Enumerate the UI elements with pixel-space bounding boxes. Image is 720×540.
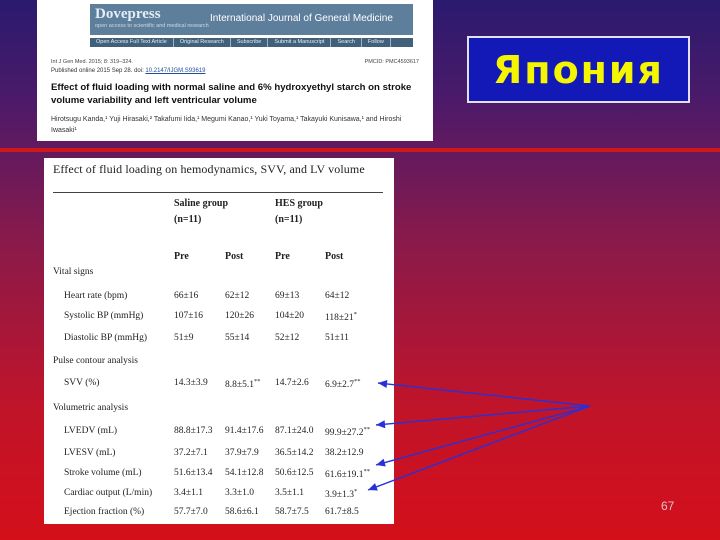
arrow-to-cardiac-output-head xyxy=(368,483,378,490)
published-text: Published online 2015 Sep 28. doi: xyxy=(51,68,144,74)
row-label: Stroke volume (mL) xyxy=(64,468,142,478)
dovepress-logo: Dovepress xyxy=(95,6,161,22)
row-label: Cardiac output (L/min) xyxy=(64,488,153,498)
pmcid-line: PMCID: PMC4593617 xyxy=(364,59,419,65)
significance-mark: * xyxy=(353,488,358,495)
cell-value: 55±14 xyxy=(225,333,250,343)
cell-value: 14.7±2.6 xyxy=(275,378,309,388)
country-label: Япония xyxy=(493,47,664,92)
cell-value: 118±21 xyxy=(325,313,354,323)
citation-line: Int J Gen Med. 2015; 8: 319–324. xyxy=(51,59,133,65)
subheader-post: Post xyxy=(225,251,244,262)
row-label: Ejection fraction (%) xyxy=(64,507,145,517)
subheader-post: Post xyxy=(325,251,344,262)
group-n: (n=11) xyxy=(275,214,303,225)
section-label: Vital signs xyxy=(53,267,94,277)
cell-value: 57.7±7.0 xyxy=(174,507,208,517)
cell-value: 58.7±7.5 xyxy=(275,507,309,517)
cell-value: 91.4±17.6 xyxy=(225,426,264,436)
significance-mark: ** xyxy=(353,378,361,385)
cell-value: 66±16 xyxy=(174,291,199,301)
logo-tagline: open access to scientific and medical research xyxy=(95,23,209,29)
doi-link[interactable]: 10.2147/IJGM.S93619 xyxy=(145,68,206,74)
row-label: SVV (%) xyxy=(64,378,100,388)
table-caption: Effect of fluid loading on hemodynamics, SVV, and LV volume xyxy=(53,162,365,176)
row-label: LVESV (mL) xyxy=(64,448,116,458)
cell-value: 107±16 xyxy=(174,311,203,321)
cell-value: 38.2±12.9 xyxy=(325,448,364,458)
cell-value: 14.3±3.9 xyxy=(174,378,208,388)
cell-value: 88.8±17.3 xyxy=(174,426,213,436)
nav-item-follow[interactable]: Follow xyxy=(362,38,391,47)
cell-value: 37.9±7.9 xyxy=(225,448,259,458)
cell-value: 62±12 xyxy=(225,291,250,301)
nav-item-submit-manuscript[interactable]: Submit a Manuscript xyxy=(268,38,331,47)
group-name: Saline group xyxy=(174,198,228,209)
group-name: HES group xyxy=(275,198,323,209)
significance-mark: * xyxy=(353,311,357,318)
nav-item-subscribe[interactable]: Subscribe xyxy=(231,38,268,47)
cell-value: 64±12 xyxy=(325,291,350,301)
row-label: Systolic BP (mmHg) xyxy=(64,311,144,321)
cell-value: 87.1±24.0 xyxy=(275,426,314,436)
significance-mark: ** xyxy=(363,468,370,475)
row-label: LVEDV (mL) xyxy=(64,426,118,436)
cell-value: 69±13 xyxy=(275,291,300,301)
cell-value: 3.3±1.0 xyxy=(225,488,254,498)
significance-mark: ** xyxy=(253,378,261,385)
significance-mark: ** xyxy=(363,426,370,433)
section-label: Pulse contour analysis xyxy=(53,356,138,366)
subheader-pre: Pre xyxy=(174,251,189,262)
cell-value: 99.9±27.2 xyxy=(325,428,364,438)
nav-item-open-access[interactable]: Open Access Full Text Article xyxy=(90,38,174,47)
journal-title: International Journal of General Medicine xyxy=(210,13,393,24)
cell-value: 8.8±5.1 xyxy=(225,380,254,390)
cell-value: 3.5±1.1 xyxy=(275,488,304,498)
slide-page-number: 67 xyxy=(661,499,675,513)
cell-value: 54.1±12.8 xyxy=(225,468,264,478)
arrow-to-svv-head xyxy=(378,380,387,388)
nav-item-search[interactable]: Search xyxy=(331,38,361,47)
cell-value: 3.4±1.1 xyxy=(174,488,203,498)
cell-value: 51±11 xyxy=(325,333,349,343)
cell-value: 50.6±12.5 xyxy=(275,468,314,478)
subheader-pre: Pre xyxy=(275,251,290,262)
cell-value: 36.5±14.2 xyxy=(275,448,314,458)
cell-value: 61.7±8.5 xyxy=(325,507,359,517)
cell-value: 3.9±1.3 xyxy=(325,490,354,500)
cell-value: 61.6±19.1 xyxy=(325,470,364,480)
cell-value: 51.6±13.4 xyxy=(174,468,213,478)
article-authors: Hirotsugu Kanda,¹ Yuji Hirasaki,² Takafumi Iida,¹ Megumi Kanao,¹ Yuki Toyama,¹ Takayuki Kunisawa,¹ and Hiroshi Iwasaki¹ xyxy=(51,116,402,134)
cell-value: 51±9 xyxy=(174,333,194,343)
arrow-to-cardiac-output-line xyxy=(368,406,590,490)
article-title: Effect of fluid loading with normal saline and 6% hydroxyethyl starch on stroke volume variability and left ventricular volume xyxy=(51,82,412,106)
row-label: Heart rate (bpm) xyxy=(64,291,128,301)
cell-value: 58.6±6.1 xyxy=(225,507,259,517)
group-n: (n=11) xyxy=(174,214,202,225)
cell-value: 52±12 xyxy=(275,333,300,343)
row-label: Diastolic BP (mmHg) xyxy=(64,333,148,343)
arrow-to-svv-line xyxy=(378,383,590,406)
cell-value: 120±26 xyxy=(225,311,254,321)
cell-value: 6.9±2.7 xyxy=(325,380,354,390)
nav-item-original-research[interactable]: Original Research xyxy=(174,38,231,47)
cell-value: 104±20 xyxy=(275,311,304,321)
cell-value: 37.2±7.1 xyxy=(174,448,208,458)
section-label: Volumetric analysis xyxy=(53,403,129,413)
